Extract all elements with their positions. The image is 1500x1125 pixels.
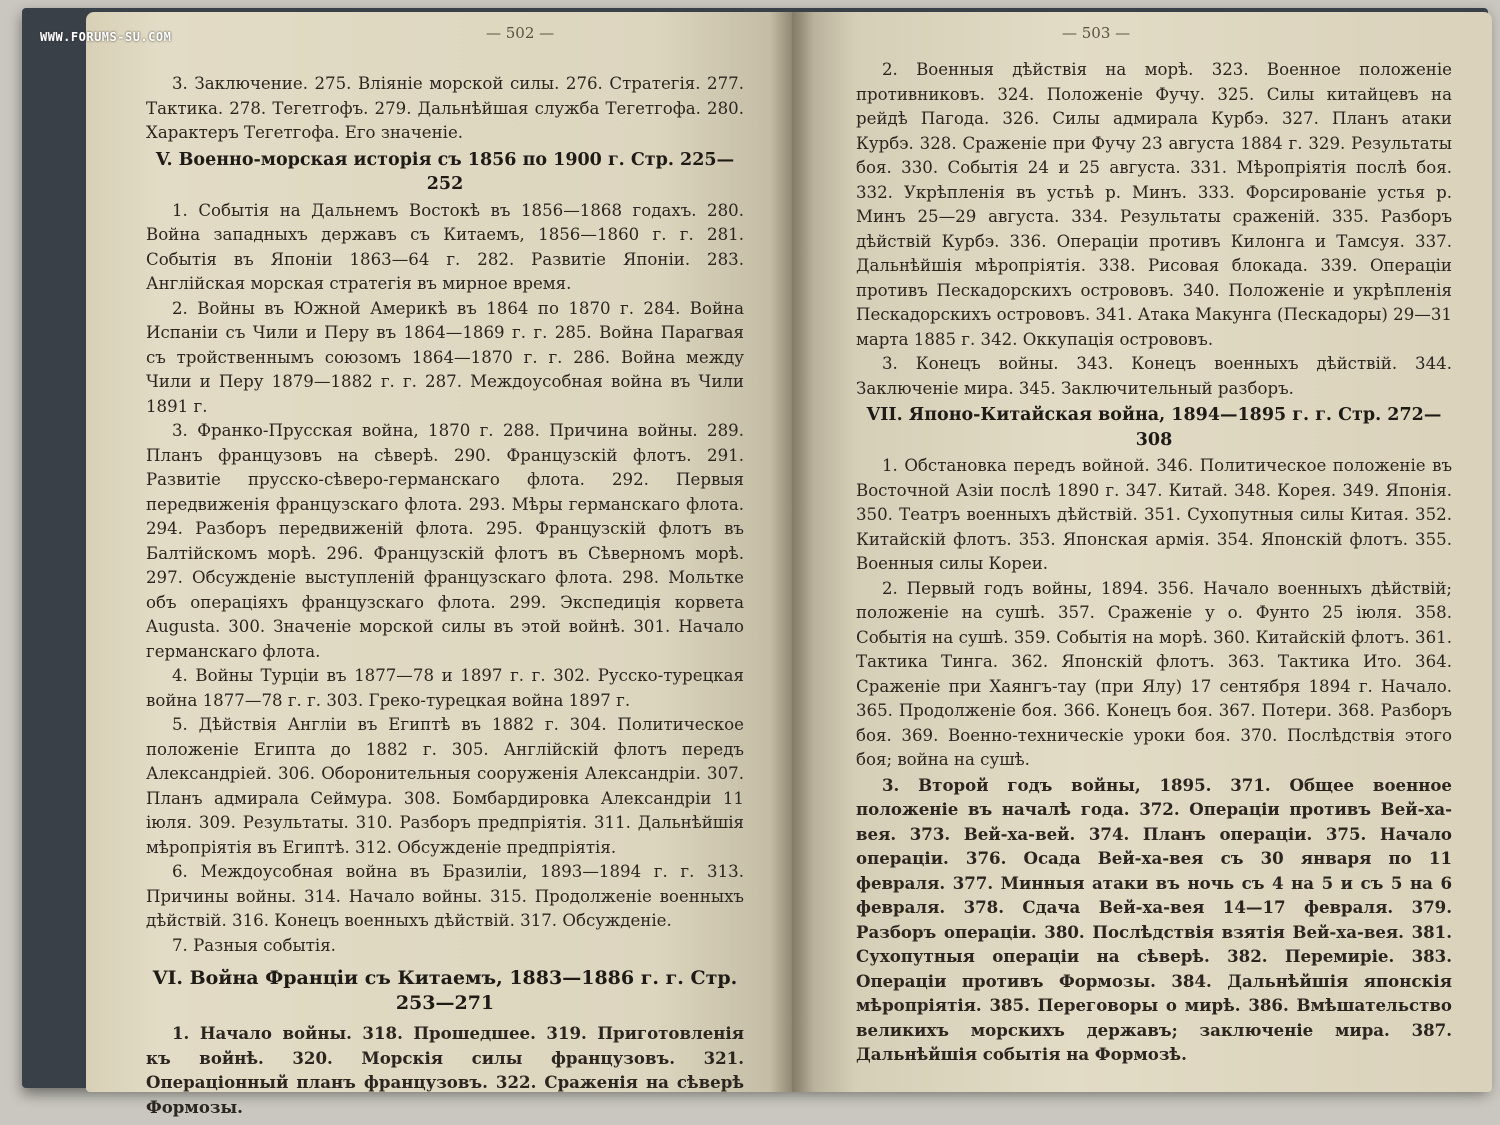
paragraph: 5. Дѣйствія Англіи въ Египтѣ въ 1882 г. 304. Политическое положеніе Египта до 1882 г. 305. Англійскій флотъ передъ Александріей. 306. Оборонительныя сооруженія Александріи. 307. Планъ адмирала Сеймура. 308. Бомбардировка Александріи 11 іюля. 309. Результаты. 310. Разборъ предпріятія. 311. Дальнѣйшія мѣропріятія въ Египтѣ. 312. Обсужденіе предпріятія.	[146, 715, 744, 857]
paragraph: 2. Первый годъ войны, 1894. 356. Начало военныхъ дѣйствій; положеніе на сушѣ. 357. Сраженіе у о. Фунто 25 іюля. 358. Событія на сушѣ. 359. Событія на морѣ. 360. Китайскій флотъ. 361. Тактика Тинга. 362. Японскій флотъ. 363. Тактика Ито. 364. Сраженіе при Хаянгъ-тау (при Ялу) 17 сентября 1894 г. Начало. 365. Продолженіе боя. 366. Конецъ боя. 367. Потери. 368. Разборъ боя. 369. Военно-техническіе уроки боя. 370. Послѣдствія этого боя; война на сушѣ.	[856, 578, 1452, 769]
paragraph: 4. Войны Турціи въ 1877—78 и 1897 г. г. 302. Русско-турецкая война 1877—78 г. г. 303. Греко-турецкая война 1897 г.	[146, 666, 744, 710]
paragraph: 3. Заключение. 275. Вліяніе морской силы. 276. Стратегія. 277. Тактика. 278. Тегетгофъ. 279. Дальнѣйшая служба Тегетгофа. 280. Характеръ Тегетгофа. Его значеніе.	[146, 74, 744, 142]
paragraph: 3. Франко-Прусская война, 1870 г. 288. Причина войны. 289. Планъ французовъ на сѣверѣ. 290. Французскій флотъ. 291. Развитіе прусско-сѣверо-германскаго флота. 292. Первыя передвиженія французскаго флота. 293. Мѣры германскаго флота. 294. Разборъ передвиженій флота. 295. Французскій флотъ въ Балтійскомъ морѣ. 296. Французскій флотъ въ Сѣверномъ морѣ. 297. Обсужденіе выступленій французскаго флота. 298. Мольтке объ операціяхъ французскаго флота. 299. Экспедиція корвета Augusta. 300. Значеніе морской силы въ этой войнѣ. 301. Начало германскаго флота.	[146, 421, 744, 661]
right-page-text	[856, 58, 1452, 1067]
section-heading-vi: VI. Война Франціи съ Китаемъ, 1883—1886 г. г. Стр. 253—271	[152, 967, 738, 1014]
left-page-text	[146, 72, 744, 1119]
page-number-502: — 502 —	[486, 24, 555, 42]
paragraph: 2. Военныя дѣйствія на морѣ. 323. Военное положеніе противниковъ. 324. Положеніе Фучу. 325. Силы китайцевъ на рейдѣ Пагода. 326. Силы адмирала Курбэ. 327. Планъ атаки Курбэ. 328. Сраженіе при Фучу 23 августа 1884 г. 329. Результаты боя. 330. Событія 24 и 25 августа. 331. Мѣропріятія послѣ боя. 332. Укрѣпленія въ устьѣ р. Минъ. 333. Форсированіе устья р. Минъ 25—29 августа. 334. Результаты сраженій. 335. Разборъ дѣйствій Курбэ. 336. Операціи противъ Килонга и Тамсуя. 337. Дальнѣйшія мѣропріятія. 338. Рисовая блокада. 339. Операціи противъ Пескадорскихъ острововъ. 340. Положеніе и укрѣпленія Пескадорскихъ острововъ. 341. Атака Макунга (Пескадоры) 29—31 марта 1885 г. 342. Оккупація острововъ.	[856, 60, 1452, 349]
paragraph: 6. Междоусобная война въ Бразиліи, 1893—1894 г. г. 313. Причины войны. 314. Начало войны. 315. Продолженіе военныхъ дѣйствій. 316. Конецъ военныхъ дѣйствій. 317. Обсужденіе.	[146, 862, 744, 930]
book-cover	[22, 8, 1488, 1117]
paragraph: 3. Конецъ войны. 343. Конецъ военныхъ дѣйствій. 344. Заключеніе мира. 345. Заключительный разборъ.	[856, 354, 1452, 398]
paragraph: 7. Разныя событія.	[172, 935, 336, 955]
paragraph: 3. Второй годъ войны, 1895. 371. Общее военное положеніе въ началѣ года. 372. Операціи противъ Вей-ха-вея. 373. Вей-ха-вей. 374. Планъ операціи. 375. Начало операціи. 376. Осада Вей-ха-вея съ 30 января по 11 февраля. 377. Минныя атаки въ ночь съ 4 на 5 и съ 5 на 6 февраля. 378. Сдача Вей-ха-вея 14—17 февраля. 379. Разборъ операціи. 380. Послѣдствія взятія Вей-ха-вея. 381. Сухопутныя операціи на сѣверѣ. 382. Перемиріе. 383. Операціи противъ Формозы. 384. Дальнѣйшія японскія мѣропріятія. 385. Переговоры о мирѣ. 386. Вмѣшательство великихъ морскихъ державъ; заключеніе мира. 387. Дальнѣйшія событія на Формозѣ.	[856, 774, 1452, 1064]
section-heading-vii: VII. Японо-Китайская война, 1894—1895 г. г. Стр. 272—308	[866, 405, 1442, 450]
page-number-503: — 503 —	[1062, 24, 1131, 42]
watermark: WWW.FORUMS-SU.COM	[40, 30, 172, 44]
paragraph: 1. Обстановка передъ войной. 346. Политическое положеніе въ Восточной Азіи послѣ 1890 г. 347. Китай. 348. Корея. 349. Японія. 350. Театръ военныхъ дѣйствій. 351. Сухопутныя силы Китая. 352. Китайскій флотъ. 353. Японская армія. 354. Японскій флотъ. 355. Военныя силы Кореи.	[856, 456, 1452, 573]
section-heading-v: V. Военно-морская исторія съ 1856 по 1900 г. Стр. 225—252	[155, 149, 735, 194]
paragraph: 1. Начало войны. 318. Прошедшее. 319. Приготовленія къ войнѣ. 320. Морскія силы французовъ. 321. Операціонный планъ французовъ. 322. Сраженія на сѣверѣ Формозы.	[146, 1023, 744, 1117]
left-page	[86, 12, 796, 1117]
right-page	[792, 12, 1492, 1092]
paragraph: 1. Событія на Дальнемъ Востокѣ въ 1856—1868 годахъ. 280. Война западныхъ державъ съ Китаемъ, 1856—1860 г. г. 281. Событія въ Японіи 1863—64 г. 282. Развитіе Японіи. 283. Англійская морская стратегія въ мирное время.	[146, 200, 744, 293]
paragraph: 2. Войны въ Южной Америкѣ въ 1864 по 1870 г. 284. Война Испаніи съ Чили и Перу въ 1864—1869 г. г. 285. Война Парагвая съ тройственнымъ союзомъ 1864—1870 г. г. 286. Война между Чили и Перу 1879—1882 г. г. 287. Междоусобная война въ Чили 1891 г.	[146, 298, 744, 416]
